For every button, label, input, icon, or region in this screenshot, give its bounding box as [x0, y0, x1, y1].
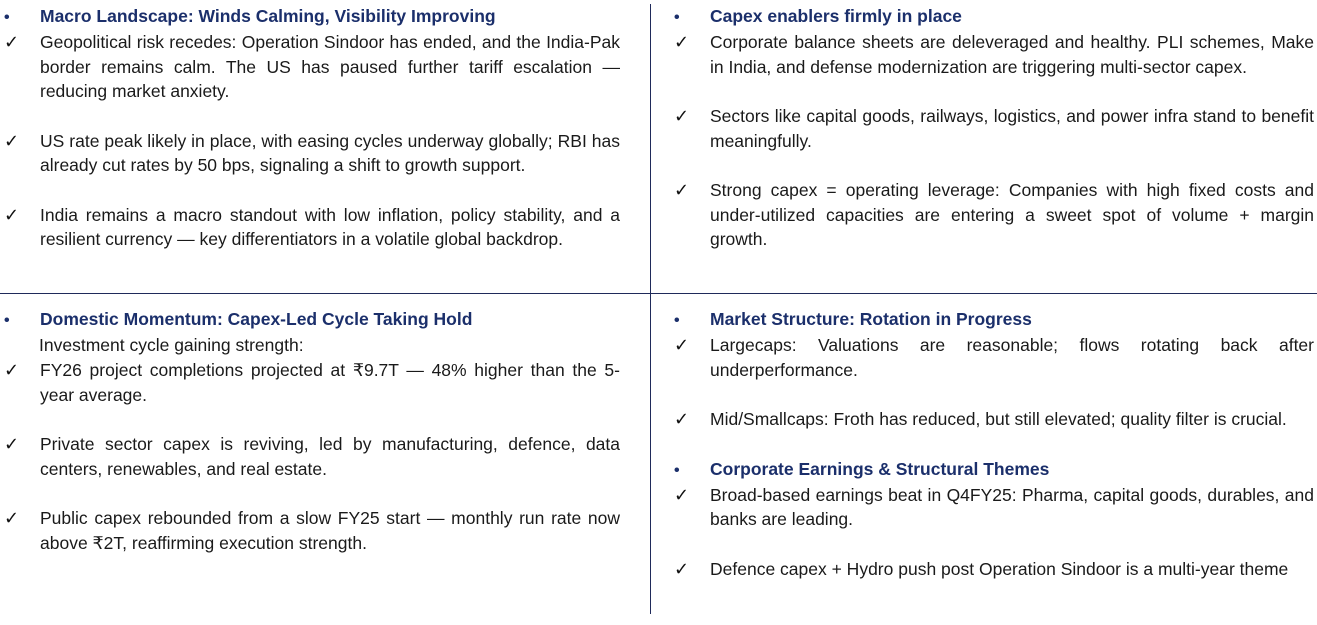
section-heading [674, 4, 1314, 30]
list-item [674, 30, 1314, 79]
vertical-divider [650, 4, 651, 614]
list-item [4, 30, 620, 104]
quadrant-macro-landscape [4, 4, 620, 252]
item-text: Broad-based earnings beat in Q4FY25: Pharma, capital goods, durables, and banks are leading. [710, 484, 1314, 529]
checkmark-icon: ✓ [674, 180, 690, 200]
list-item [674, 557, 1314, 582]
section-heading [4, 307, 620, 333]
list-item [674, 178, 1314, 252]
item-text: Geopolitical risk recedes: Operation Sindoor has ended, and the India-Pak border remains calm. The US has paused further tariff escalation — reducing market anxiety. [40, 32, 620, 101]
heading-text: Capex enablers firmly in place [710, 6, 962, 26]
quadrant-domestic-momentum [4, 307, 620, 555]
checkmark-icon: ✓ [4, 32, 20, 52]
list-item [4, 432, 620, 481]
checkmark-icon: ✓ [4, 434, 20, 454]
intro-text: Investment cycle gaining strength: [39, 335, 304, 355]
list-item [674, 104, 1314, 153]
item-text: Private sector capex is reviving, led by manufacturing, defence, data centers, renewables, and real estate. [40, 434, 620, 479]
item-text: FY26 project completions projected at ₹9.7T — 48% higher than the 5-year average. [40, 360, 620, 405]
list-item [4, 129, 620, 178]
bullet-icon: • [4, 312, 10, 329]
item-text: Corporate balance sheets are deleveraged and healthy. PLI schemes, Make in India, and defense modernization are triggering multi-sector capex. [710, 32, 1314, 77]
list-item [674, 333, 1314, 382]
horizontal-divider [0, 293, 1317, 294]
bullet-icon: • [674, 9, 680, 26]
checkmark-icon: ✓ [674, 558, 690, 579]
checkmark-icon: ✓ [674, 335, 690, 355]
quadrant-market-structure [674, 307, 1314, 581]
section-heading [4, 4, 620, 30]
checkmark-icon: ✓ [4, 360, 20, 380]
checkmark-icon: ✓ [4, 508, 20, 528]
quadrant-capex-enablers [674, 4, 1314, 252]
list-item [674, 483, 1314, 532]
list-item [4, 203, 620, 252]
heading-text: Domestic Momentum: Capex-Led Cycle Taking Hold [40, 309, 473, 329]
bullet-icon: • [4, 9, 10, 26]
checkmark-icon: ✓ [4, 204, 20, 225]
list-item [4, 506, 620, 555]
section-heading [674, 457, 1314, 483]
item-text: Mid/Smallcaps: Froth has reduced, but still elevated; quality filter is crucial. [710, 409, 1287, 429]
checkmark-icon: ✓ [674, 409, 690, 429]
item-text: Sectors like capital goods, railways, logistics, and power infra stand to benefit meaningfully. [710, 106, 1314, 151]
checkmark-icon: ✓ [674, 106, 690, 126]
checkmark-icon: ✓ [674, 484, 690, 505]
item-text: Public capex rebounded from a slow FY25 start — monthly run rate now above ₹2T, reaffirming execution strength. [40, 508, 620, 553]
list-item [674, 407, 1314, 432]
heading-text: Market Structure: Rotation in Progress [710, 309, 1032, 329]
bullet-icon: • [674, 461, 680, 479]
checkmark-icon: ✓ [4, 130, 20, 151]
item-text: India remains a macro standout with low inflation, policy stability, and a resilient currency — key differentiators in a volatile global backdrop. [40, 204, 620, 249]
list-item [4, 358, 620, 407]
checkmark-icon: ✓ [674, 32, 690, 52]
bullet-icon: • [674, 312, 680, 329]
item-text: US rate peak likely in place, with easing cycles underway globally; RBI has already cut rates by 50 bps, signaling a shift to growth support. [40, 130, 620, 175]
item-text: Strong capex = operating leverage: Companies with high fixed costs and under-utilized capacities are entering a sweet spot of volume + margin growth. [710, 180, 1314, 249]
item-text: Largecaps: Valuations are reasonable; flows rotating back after underperformance. [710, 335, 1314, 380]
heading-text: Corporate Earnings & Structural Themes [710, 458, 1050, 479]
heading-text: Macro Landscape: Winds Calming, Visibility Improving [40, 6, 496, 26]
item-text: Defence capex + Hydro push post Operation Sindoor is a multi-year theme [710, 558, 1289, 579]
section-heading [674, 307, 1314, 333]
